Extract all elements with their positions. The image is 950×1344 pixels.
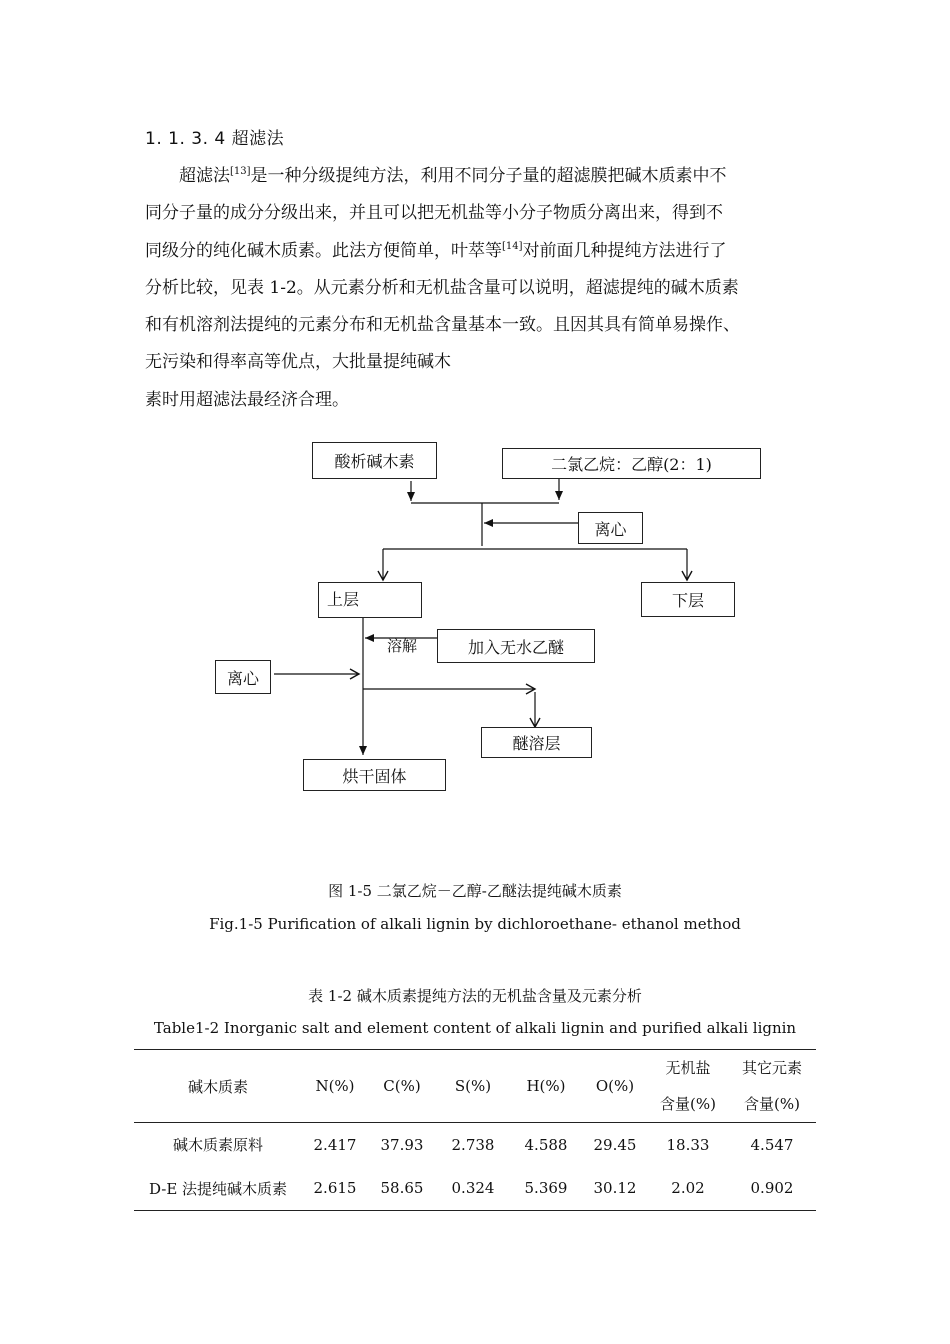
table-cell: 2.615 [302,1167,368,1211]
solvent-box: 二氯乙烷：乙醇(2：1) [502,448,761,479]
table-cell: 37.93 [380,1135,424,1154]
section-heading: 1. 1. 3. 4 超滤法 [145,129,285,149]
header-other-bottom: 含量(%) [728,1086,816,1123]
table-row [134,1123,816,1167]
citation-ref[interactable]: [13] [230,166,251,177]
table-cell: 2.417 [313,1135,357,1154]
table-row [134,1167,816,1211]
add-ether-box: 加入无水乙醚 [437,629,595,663]
table-caption-cn: 表 1-2 碱木质素提纯方法的无机盐含量及元素分析 [308,987,642,1005]
dry-solid-box: 烘干固体 [303,759,446,791]
table-cell: 30.12 [582,1167,648,1211]
figure-caption-en: Fig.1-5 Purification of alkali lignin by dichloroethane- ethanol method [209,915,741,933]
table-cell: 58.65 [368,1167,436,1211]
header-h: H(%) [510,1050,582,1123]
paragraph-line: 无污染和得率高等优点，大批量提纯碱木 [145,352,451,373]
table-cell: 4.588 [524,1135,568,1154]
table-cell: 4.547 [750,1135,794,1154]
paragraph-line: 分析比较，见表 1-2。从元素分析和无机盐含量可以说明，超滤提纯的碱木质素 [145,277,739,298]
table-cell: 2.02 [648,1167,728,1211]
centrifuge2-box: 离心 [215,660,271,694]
header-c: C(%) [368,1050,436,1123]
table-cell: 0.902 [728,1167,816,1211]
composition-table [134,1049,816,1211]
body-paragraph [145,158,825,419]
header-o: O(%) [582,1050,648,1123]
table-cell: 2.738 [451,1135,495,1154]
header-n: N(%) [302,1050,368,1123]
dissolve-label: 溶解 [387,637,418,655]
header-other-top: 其它元素 [728,1050,816,1086]
figure-caption-cn: 图 1-5 二氯乙烷－乙醇-乙醚法提纯碱木质素 [328,882,622,900]
paragraph-line: 素时用超滤法最经济合理。 [145,389,349,410]
table-cell: 18.33 [666,1135,710,1154]
paragraph-line: 同级分的纯化碱木质素。此法方便简单，叶萃等[14]对前面几种提纯方法进行了 [145,240,727,261]
acid-lignin-box: 酸析碱木素 [312,442,437,479]
table-cell: 0.324 [436,1167,510,1211]
table-cell: 29.45 [593,1135,637,1154]
citation-ref[interactable]: [14] [502,240,523,252]
lower-layer-box: 下层 [641,582,735,617]
header-salt-bottom: 含量(%) [648,1086,728,1123]
paragraph-line: 和有机溶剂法提纯的元素分布和无机盐含量基本一致。且因其具有简单易操作、 [145,315,740,336]
ether-layer-box: 醚溶层 [481,727,592,758]
header-sample: 碱木质素 [134,1050,302,1123]
table-cell: 5.369 [510,1167,582,1211]
centrifuge-box: 离心 [578,512,643,544]
upper-layer-box: 上层 [318,582,422,618]
table-cell: D-E 法提纯碱木质素 [134,1167,302,1211]
table-caption-en: Table1-2 Inorganic salt and element content of alkali lignin and purified alkali lignin [153,1019,797,1037]
header-s: S(%) [436,1050,510,1123]
paragraph-line: 同分子量的成分分级出来，并且可以把无机盐等小分子物质分离出来，得到不 [145,203,723,224]
table-cell: 碱木质素原料 [172,1136,263,1155]
paragraph-line: 超滤法[13]是一种分级提纯方法，利用不同分子量的超滤膜把碱木质素中不 [179,166,727,186]
header-salt-top: 无机盐 [648,1050,728,1086]
